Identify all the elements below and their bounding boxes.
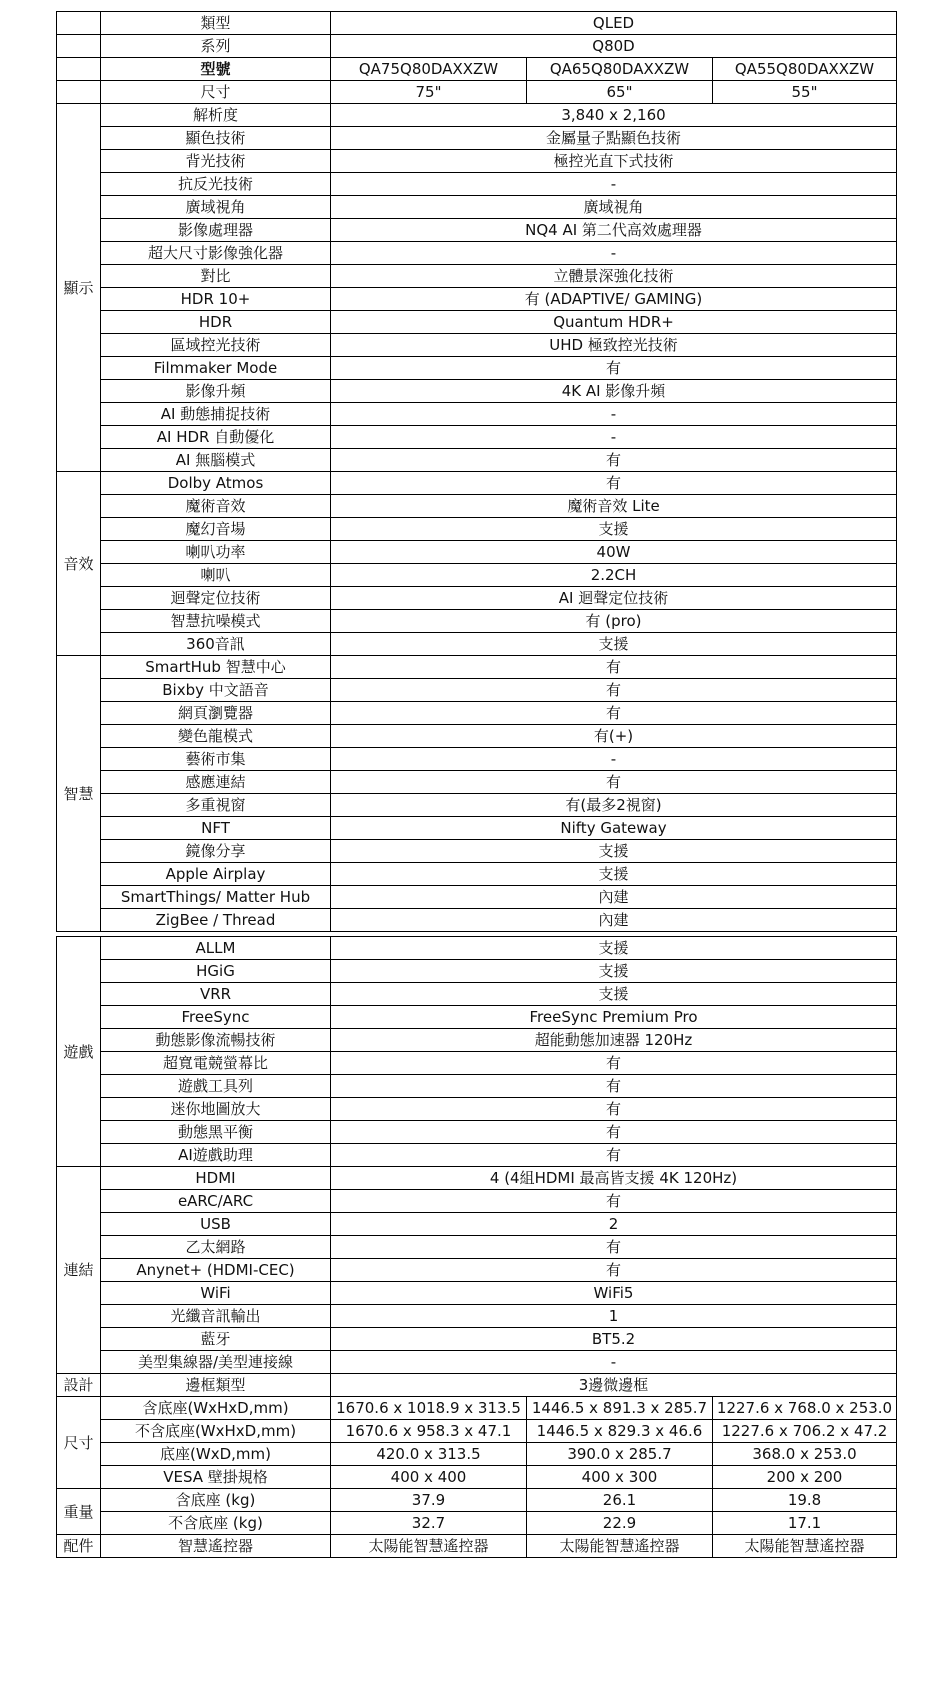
- spec-row: [57, 1489, 897, 1512]
- spec-label: 影像升頻: [101, 380, 331, 403]
- spec-value: FreeSync Premium Pro: [331, 1006, 897, 1029]
- spec-row: [57, 1420, 897, 1443]
- size-row: [57, 81, 897, 104]
- spec-row: [57, 127, 897, 150]
- spec-row: [57, 886, 897, 909]
- spec-label: 不含底座(WxHxD,mm): [101, 1420, 331, 1443]
- spec-label: 邊框類型: [101, 1374, 331, 1397]
- spec-row: [57, 1512, 897, 1535]
- spec-row: [57, 1121, 897, 1144]
- spec-row: [57, 1029, 897, 1052]
- spec-value: 37.9: [331, 1489, 527, 1512]
- spec-value: 1227.6 x 768.0 x 253.0: [713, 1397, 897, 1420]
- spec-value: 有: [331, 357, 897, 380]
- spec-label: SmartThings/ Matter Hub: [101, 886, 331, 909]
- spec-label: 解析度: [101, 104, 331, 127]
- spec-value: 支援: [331, 518, 897, 541]
- spec-value: 有(最多2視窗): [331, 794, 897, 817]
- spec-label: 迷你地圖放大: [101, 1098, 331, 1121]
- spec-row: [57, 633, 897, 656]
- spec-label: SmartHub 智慧中心: [101, 656, 331, 679]
- spec-value: 有: [331, 449, 897, 472]
- spec-row: [57, 656, 897, 679]
- spec-label: FreeSync: [101, 1006, 331, 1029]
- spec-label: 360音訊: [101, 633, 331, 656]
- spec-row: [57, 495, 897, 518]
- spec-value: 17.1: [713, 1512, 897, 1535]
- spec-value: 200 x 200: [713, 1466, 897, 1489]
- spec-row: [57, 1144, 897, 1167]
- spec-row: [57, 1236, 897, 1259]
- spec-label: VRR: [101, 983, 331, 1006]
- spec-row: [57, 863, 897, 886]
- spec-value: 400 x 400: [331, 1466, 527, 1489]
- spec-value: 40W: [331, 541, 897, 564]
- spec-value: 有(+): [331, 725, 897, 748]
- spec-label: 喇叭: [101, 564, 331, 587]
- spec-label: 動態影像流暢技術: [101, 1029, 331, 1052]
- spec-label: 背光技術: [101, 150, 331, 173]
- spec-value: 1670.6 x 958.3 x 47.1: [331, 1420, 527, 1443]
- spec-row: [57, 288, 897, 311]
- spec-row: [57, 1006, 897, 1029]
- spec-row: [57, 196, 897, 219]
- spec-row: [57, 357, 897, 380]
- spec-label: HDR: [101, 311, 331, 334]
- spec-value: 太陽能智慧遙控器: [331, 1535, 527, 1558]
- spec-row: [57, 541, 897, 564]
- header-blank-cell: [57, 35, 101, 58]
- spec-row: [57, 1075, 897, 1098]
- spec-value: 金屬量子點顯色技術: [331, 127, 897, 150]
- spec-label: 底座(WxD,mm): [101, 1443, 331, 1466]
- spec-label: NFT: [101, 817, 331, 840]
- size-55: 55": [713, 81, 897, 104]
- spec-label: WiFi: [101, 1282, 331, 1305]
- spec-value: 支援: [331, 840, 897, 863]
- spec-row: [57, 518, 897, 541]
- spec-value: 1227.6 x 706.2 x 47.2: [713, 1420, 897, 1443]
- spec-value: 超能動態加速器 120Hz: [331, 1029, 897, 1052]
- spec-row: [57, 983, 897, 1006]
- accessories-row: [57, 1535, 897, 1558]
- spec-row: [57, 679, 897, 702]
- spec-label: Bixby 中文語音: [101, 679, 331, 702]
- spec-row: [57, 380, 897, 403]
- spec-value: 有: [331, 1190, 897, 1213]
- spec-label: 乙太網路: [101, 1236, 331, 1259]
- spec-value: 有: [331, 1144, 897, 1167]
- spec-label: 光纖音訊輸出: [101, 1305, 331, 1328]
- spec-row: [57, 1351, 897, 1374]
- spec-row: [57, 1213, 897, 1236]
- spec-label: ZigBee / Thread: [101, 909, 331, 932]
- spec-row: [57, 909, 897, 932]
- spec-value: 2: [331, 1213, 897, 1236]
- spec-row: [57, 748, 897, 771]
- spec-row: [57, 1167, 897, 1190]
- spec-row: [57, 1282, 897, 1305]
- spec-label: 喇叭功率: [101, 541, 331, 564]
- size-label: 尺寸: [101, 81, 331, 104]
- spec-label: 含底座 (kg): [101, 1489, 331, 1512]
- spec-value: 魔術音效 Lite: [331, 495, 897, 518]
- spec-row: [57, 771, 897, 794]
- spec-value: 1446.5 x 829.3 x 46.6: [527, 1420, 713, 1443]
- spec-value: 支援: [331, 983, 897, 1006]
- spec-label: 藍牙: [101, 1328, 331, 1351]
- model-55: QA55Q80DAXXZW: [713, 58, 897, 81]
- spec-value: 支援: [331, 960, 897, 983]
- spec-label: AI HDR 自動優化: [101, 426, 331, 449]
- spec-label: 魔術音效: [101, 495, 331, 518]
- spec-value: 1670.6 x 1018.9 x 313.5: [331, 1397, 527, 1420]
- model-row: [57, 58, 897, 81]
- spec-value: -: [331, 748, 897, 771]
- spec-value: 支援: [331, 633, 897, 656]
- spec-value: 極控光直下式技術: [331, 150, 897, 173]
- spec-label: 廣域視角: [101, 196, 331, 219]
- spec-label: 動態黑平衡: [101, 1121, 331, 1144]
- spec-label: AI 無腦模式: [101, 449, 331, 472]
- spec-table-body: [57, 12, 897, 1558]
- model-65: QA65Q80DAXXZW: [527, 58, 713, 81]
- model-75: QA75Q80DAXXZW: [331, 58, 527, 81]
- spec-value: 26.1: [527, 1489, 713, 1512]
- spec-row: [57, 817, 897, 840]
- spec-label: USB: [101, 1213, 331, 1236]
- spec-value: BT5.2: [331, 1328, 897, 1351]
- spec-value: 有: [331, 1236, 897, 1259]
- spec-row: [57, 1443, 897, 1466]
- spec-label: 網頁瀏覽器: [101, 702, 331, 725]
- spec-value: 32.7: [331, 1512, 527, 1535]
- spec-value: 有: [331, 1098, 897, 1121]
- spec-value: -: [331, 242, 897, 265]
- spec-value: 4 (4組HDMI 最高皆支援 4K 120Hz): [331, 1167, 897, 1190]
- spec-value: Nifty Gateway: [331, 817, 897, 840]
- spec-value: 有 (ADAPTIVE/ GAMING): [331, 288, 897, 311]
- header-blank-cell: [57, 12, 101, 35]
- spec-value: 廣域視角: [331, 196, 897, 219]
- spec-row: [57, 1466, 897, 1489]
- spec-row: [57, 610, 897, 633]
- spec-row: [57, 150, 897, 173]
- category-cell: 配件: [57, 1535, 101, 1558]
- spec-value: 有: [331, 1052, 897, 1075]
- spec-row: [57, 794, 897, 817]
- type-value: QLED: [331, 12, 897, 35]
- size-75: 75": [331, 81, 527, 104]
- size-65: 65": [527, 81, 713, 104]
- category-cell: 重量: [57, 1489, 101, 1535]
- series-row: [57, 35, 897, 58]
- spec-label: 影像處理器: [101, 219, 331, 242]
- spec-value: 有: [331, 472, 897, 495]
- spec-label: Dolby Atmos: [101, 472, 331, 495]
- spec-label: 區域控光技術: [101, 334, 331, 357]
- spec-value: 390.0 x 285.7: [527, 1443, 713, 1466]
- spec-row: [57, 334, 897, 357]
- spec-row: [57, 1397, 897, 1420]
- spec-row: [57, 840, 897, 863]
- spec-label: 感應連結: [101, 771, 331, 794]
- spec-row: [57, 1259, 897, 1282]
- category-cell: 遊戲: [57, 937, 101, 1167]
- spec-value: 有: [331, 679, 897, 702]
- header-blank-cell: [57, 81, 101, 104]
- spec-value: -: [331, 426, 897, 449]
- type-label: 類型: [101, 12, 331, 35]
- spec-label: 迴聲定位技術: [101, 587, 331, 610]
- spec-label: eARC/ARC: [101, 1190, 331, 1213]
- spec-label: 抗反光技術: [101, 173, 331, 196]
- spec-row: [57, 1098, 897, 1121]
- series-label: 系列: [101, 35, 331, 58]
- spec-label: HDR 10+: [101, 288, 331, 311]
- spec-value: 3,840 x 2,160: [331, 104, 897, 127]
- spec-label: Apple Airplay: [101, 863, 331, 886]
- spec-row: [57, 702, 897, 725]
- spec-row: [57, 1190, 897, 1213]
- spec-row: [57, 1305, 897, 1328]
- spec-label: 含底座(WxHxD,mm): [101, 1397, 331, 1420]
- spec-label: ALLM: [101, 937, 331, 960]
- spec-value: 22.9: [527, 1512, 713, 1535]
- spec-row: [57, 242, 897, 265]
- spec-table: [56, 11, 897, 1558]
- spec-value: 1446.5 x 891.3 x 285.7: [527, 1397, 713, 1420]
- spec-row: [57, 564, 897, 587]
- spec-row: [57, 472, 897, 495]
- spec-value: AI 迴聲定位技術: [331, 587, 897, 610]
- spec-label: AI 動態捕捉技術: [101, 403, 331, 426]
- spec-value: 支援: [331, 863, 897, 886]
- spec-label: AI遊戲助理: [101, 1144, 331, 1167]
- spec-row: [57, 403, 897, 426]
- spec-value: 400 x 300: [527, 1466, 713, 1489]
- spec-label: 智慧遙控器: [101, 1535, 331, 1558]
- spec-value: -: [331, 403, 897, 426]
- spec-row: [57, 937, 897, 960]
- spec-value: 2.2CH: [331, 564, 897, 587]
- model-label: 型號: [101, 58, 331, 81]
- spec-value: 4K AI 影像升頻: [331, 380, 897, 403]
- category-cell: 連結: [57, 1167, 101, 1374]
- spec-row: [57, 587, 897, 610]
- spec-value: 太陽能智慧遙控器: [713, 1535, 897, 1558]
- spec-value: NQ4 AI 第二代高效處理器: [331, 219, 897, 242]
- spec-value: 有: [331, 702, 897, 725]
- spec-label: Anynet+ (HDMI-CEC): [101, 1259, 331, 1282]
- spec-label: 對比: [101, 265, 331, 288]
- spec-label: 鏡像分享: [101, 840, 331, 863]
- category-cell: 音效: [57, 472, 101, 656]
- spec-value: WiFi5: [331, 1282, 897, 1305]
- spec-value: 有 (pro): [331, 610, 897, 633]
- spec-label: 魔幻音場: [101, 518, 331, 541]
- spec-row: [57, 1052, 897, 1075]
- spec-label: 不含底座 (kg): [101, 1512, 331, 1535]
- spec-value: 內建: [331, 909, 897, 932]
- spec-row: [57, 1328, 897, 1351]
- spec-label: 變色龍模式: [101, 725, 331, 748]
- spec-value: 19.8: [713, 1489, 897, 1512]
- spec-row: [57, 173, 897, 196]
- category-cell: 尺寸: [57, 1397, 101, 1489]
- series-value: Q80D: [331, 35, 897, 58]
- spec-label: VESA 壁掛規格: [101, 1466, 331, 1489]
- spec-label: Filmmaker Mode: [101, 357, 331, 380]
- spec-value: UHD 極致控光技術: [331, 334, 897, 357]
- spec-value: -: [331, 1351, 897, 1374]
- spec-value: 368.0 x 253.0: [713, 1443, 897, 1466]
- design-row: [57, 1374, 897, 1397]
- spec-row: [57, 265, 897, 288]
- spec-row: [57, 219, 897, 242]
- category-cell: 顯示: [57, 104, 101, 472]
- category-cell: 智慧: [57, 656, 101, 932]
- spec-value: 支援: [331, 937, 897, 960]
- spec-label: 遊戲工具列: [101, 1075, 331, 1098]
- spec-label: HDMI: [101, 1167, 331, 1190]
- spec-value: 有: [331, 771, 897, 794]
- spec-value: 有: [331, 1075, 897, 1098]
- spec-value: 1: [331, 1305, 897, 1328]
- spec-row: [57, 449, 897, 472]
- spec-value: 有: [331, 1121, 897, 1144]
- spec-label: 美型集線器/美型連接線: [101, 1351, 331, 1374]
- spec-value: 有: [331, 656, 897, 679]
- spec-value: 3邊微邊框: [331, 1374, 897, 1397]
- spec-value: 立體景深強化技術: [331, 265, 897, 288]
- spec-row: [57, 960, 897, 983]
- spec-row: [57, 426, 897, 449]
- spec-value: 有: [331, 1259, 897, 1282]
- spec-label: 藝術市集: [101, 748, 331, 771]
- spec-row: [57, 104, 897, 127]
- spec-label: HGiG: [101, 960, 331, 983]
- spec-value: -: [331, 173, 897, 196]
- spec-value: Quantum HDR+: [331, 311, 897, 334]
- spec-label: 智慧抗噪模式: [101, 610, 331, 633]
- spec-value: 420.0 x 313.5: [331, 1443, 527, 1466]
- spec-value: 太陽能智慧遙控器: [527, 1535, 713, 1558]
- spec-row: [57, 725, 897, 748]
- header-blank-cell: [57, 58, 101, 81]
- spec-label: 多重視窗: [101, 794, 331, 817]
- type-row: [57, 12, 897, 35]
- spec-label: 顯色技術: [101, 127, 331, 150]
- spec-row: [57, 311, 897, 334]
- spec-label: 超寬電競螢幕比: [101, 1052, 331, 1075]
- category-cell: 設計: [57, 1374, 101, 1397]
- spec-label: 超大尺寸影像強化器: [101, 242, 331, 265]
- spec-value: 內建: [331, 886, 897, 909]
